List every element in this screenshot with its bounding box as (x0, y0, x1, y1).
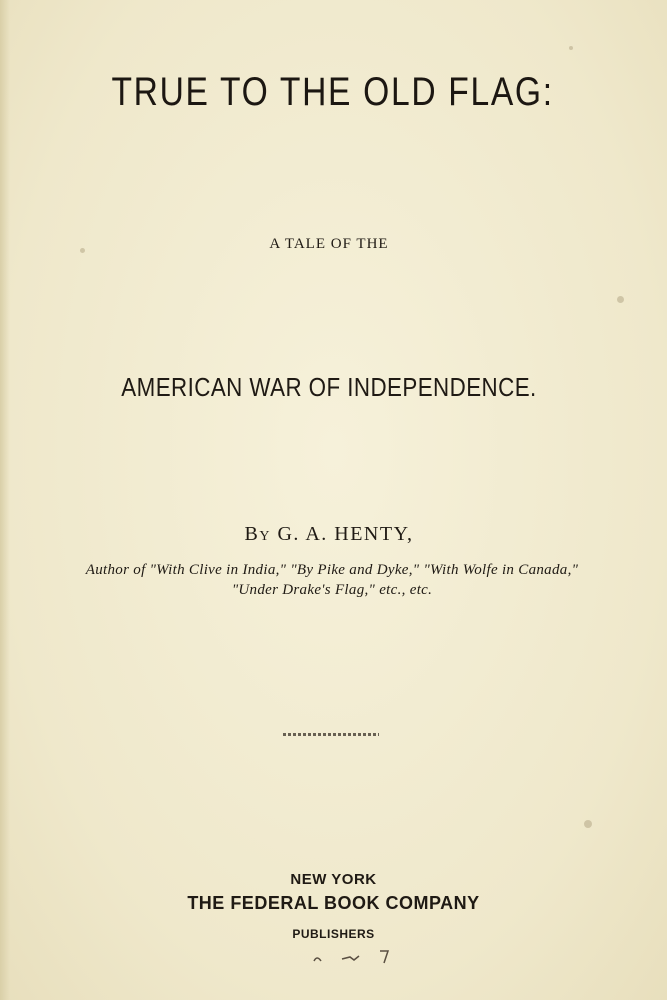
book-title: TRUE TO THE OLD FLAG: (111, 70, 554, 114)
subtitle-main: AMERICAN WAR OF INDEPENDENCE. (121, 372, 537, 402)
paper-speck (584, 820, 592, 828)
pencil-marks (310, 945, 400, 970)
imprint-place: NEW YORK (290, 871, 377, 888)
byline (0, 523, 658, 546)
paper-speck (617, 296, 624, 303)
imprint-publisher: THE FEDERAL BOOK COMPANY (187, 893, 480, 913)
author-works: Author of "With Clive in India," "By Pike and Dyke," "With Wolfe in Canada," "Under Drake's Flag," etc., etc. (85, 562, 579, 598)
subtitle-intro: A TALE OF THE (269, 236, 389, 252)
byline-prefix: By (244, 523, 271, 545)
imprint-label: PUBLISHERS (292, 927, 375, 941)
ornament-rule (283, 733, 379, 736)
author-name: G. A. HENTY, (277, 523, 414, 545)
page-edge-shadow (0, 0, 10, 1000)
paper-speck (569, 46, 573, 50)
